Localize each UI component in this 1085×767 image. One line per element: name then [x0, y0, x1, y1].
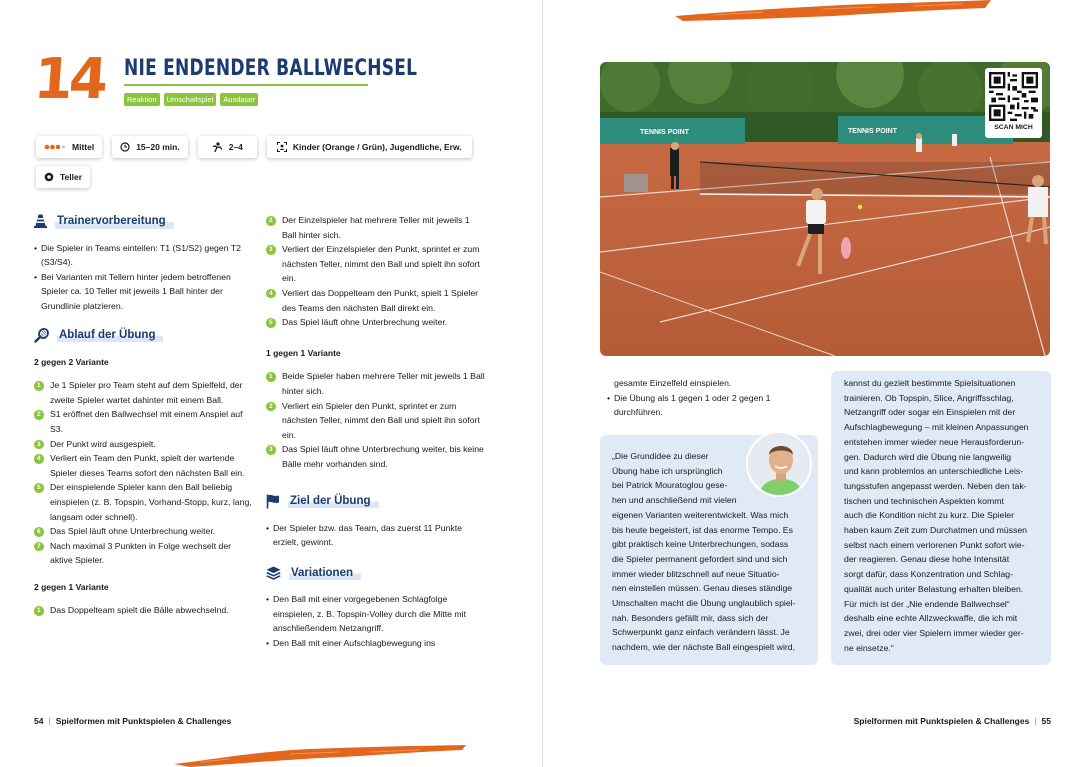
quote-line: nen einstellen müssen. Genau dieses ständige — [612, 583, 793, 594]
quote-line: bei Patrick Mouratoglou gese- — [612, 480, 728, 491]
target-group-icon — [277, 142, 287, 152]
variant-1v1-heading: 1 gegen 1 Variante — [266, 347, 341, 358]
banner-text-1: TENNIS POINT — [640, 129, 690, 136]
variant-2v2-heading: 2 gegen 2 Variante — [34, 356, 109, 367]
variant-2v1-steps-cont — [266, 213, 486, 330]
quote-line: Umschalten macht die Übung unglaublich spiel- — [612, 598, 796, 609]
list-item: • Die Spieler in Teams einteilen: T1 (S1/S2) gegen T2 (S3/S4). — [34, 241, 252, 270]
quote-line: eigenen Varianten weiterentwickelt. Was mich — [612, 509, 789, 520]
left-page — [0, 0, 542, 767]
quote-line: „Die Grundidee zu dieser — [612, 451, 709, 461]
list-item: • Die Übung als 1 gegen 1 oder 2 gegen 1 durchführen. — [607, 391, 817, 420]
list-item: 3 Verliert der Einzelspieler den Punkt, sprintet er zum nächsten Teller, nimmt den Ball und spielt ihn sofort ein. — [266, 242, 486, 286]
tag-list — [124, 93, 258, 106]
exercise-number: 14 — [31, 47, 107, 112]
quote-line: nachdem, wie der nächste Ball eingespielt wird, — [612, 642, 796, 653]
cone-icon — [34, 214, 47, 228]
list-item: 2 Der Einzelspieler hat mehrere Teller mit jeweils 1 Ball hinter sich. — [266, 213, 486, 242]
list-item: 1 Beide Spieler haben mehrere Teller mit jeweils 1 Ball hinter sich. — [266, 369, 486, 398]
list-item: 3 Der Punkt wird ausgespielt. — [34, 437, 252, 452]
coach-quote-box-2 — [831, 371, 1051, 665]
list-item: • Bei Varianten mit Tellern hinter jedem betroffenen Spieler ca. 10 Teller mit jeweils 1 Ball hinter der Grundlinie platzieren. — [34, 270, 252, 314]
variant-2v1-steps-start — [34, 603, 252, 618]
footer-right: Spielformen mit Punktspielen & Challenges | 55 — [853, 716, 1051, 726]
list-item: 2 S1 eröffnet den Ballwechsel mit einem Anspiel auf S3. — [34, 407, 252, 436]
trainer-prep-title: Trainervorbereitung — [55, 214, 174, 229]
coach-avatar — [746, 431, 812, 497]
list-item: • Der Spieler bzw. das Team, das zuerst 11 Punkte erzielt, gewinnt. — [266, 521, 486, 550]
qr-code-icon[interactable] — [989, 72, 1038, 121]
list-item: 7 Nach maximal 3 Punkten in Folge wechselt der aktive Spieler. — [34, 539, 252, 568]
quote-line: selbst nach einem verlorenen Punkt sofort wie- — [844, 539, 1025, 550]
variations-heading — [266, 566, 486, 581]
list-item: 4 Verliert das Doppelteam den Punkt, spielt 1 Spieler des Teams den nächsten Ball direkt ein. — [266, 286, 486, 315]
quote-line: Übung habe ich ursprünglich — [612, 465, 723, 476]
quote-line: hen und anschließend mit vielen — [612, 495, 737, 506]
level-label: Mittel — [72, 142, 95, 152]
trainer-prep-heading — [34, 214, 252, 229]
target-group-label: Kinder (Orange / Grün), Jugendliche, Erw. — [292, 142, 462, 152]
variation-item-split: Den Ball mit einer Aufschlagbewegung ins — [273, 638, 436, 649]
quote-line: Netzangriff oder sogar ein Einspielen mit der — [844, 407, 1016, 418]
list-item: 5 Der einspielende Spieler kann den Ball beliebig einspielen (z. B. Topspin, Vorhand-Stopp, kurz, lang, langsam oder schnell). — [34, 480, 252, 524]
exercise-title: NIE ENDENDER BALLWECHSEL — [124, 56, 418, 81]
procedure-heading — [34, 328, 252, 343]
goal-heading — [266, 494, 486, 509]
quote-line: trainieren. Ob Topspin, Slice, Angriffsschlag, — [844, 392, 1014, 403]
quote-line: bis heute begeistert, ist das enorme Tempo. Es — [612, 524, 793, 535]
right-page — [543, 0, 1085, 767]
list-item: 3 Das Spiel läuft ohne Unterbrechung weiter, bis keine Bälle mehr vorhanden sind. — [266, 442, 486, 471]
quote-line: die Spieler permanent gefordert sind und sich — [612, 553, 788, 564]
court-scene — [600, 62, 1050, 356]
info-chips-row-2 — [36, 166, 90, 188]
flag-icon — [266, 494, 280, 509]
quote-line: deshalb eine echte Allzweckwaffe, die ich mit — [844, 613, 1018, 624]
list-item: • Den Ball mit einer vorgegebenen Schlagfolge einspielen, z. B. Topspin-Volley durch die Mitte mit anschließendem Netzangriff. — [266, 592, 486, 636]
quote-line: und kann problemlos an unterschiedliche Leis- — [844, 466, 1024, 477]
banner-text-2: TENNIS POINT — [848, 128, 898, 135]
coach-quote-box-1 — [600, 435, 818, 665]
plate-icon — [44, 172, 54, 182]
procedure-title: Ablauf der Übung — [57, 328, 163, 343]
quote-line: zwei, drei oder vier Spielern immer wieder ger- — [844, 627, 1024, 638]
quote-line: sorgt dafür, dass Konzentration und Schlag- — [844, 569, 1014, 580]
left-column — [34, 210, 252, 618]
players-label: 2–4 — [228, 142, 243, 152]
title-underline — [124, 84, 368, 86]
tag: Ausdauer — [220, 93, 258, 106]
variation-item-split-end: gesamte Einzelfeld einspielen. — [614, 378, 732, 388]
quote-line: gibt praktisch keine Unterbrechungen, sodass — [612, 539, 789, 550]
page-number: 55 — [1041, 716, 1051, 726]
list-item: 5 Das Spiel läuft ohne Unterbrechung weiter. — [266, 315, 486, 330]
variations-list — [266, 592, 486, 651]
quote-line: kannst du gezielt bestimmte Spielsituationen — [844, 378, 1016, 388]
middle-column — [266, 213, 486, 651]
tennis-court-photo — [600, 62, 1050, 356]
footer-chapter: Spielformen mit Punktspielen & Challenges — [55, 716, 232, 726]
goal-list — [266, 521, 486, 550]
footer-left: 54 | Spielformen mit Punktspielen & Challenges — [34, 716, 232, 726]
quote-line: auch die Kondition nicht zu kurz. Die Spieler — [844, 510, 1014, 521]
level-dots-icon — [44, 143, 66, 151]
racket-icon — [34, 328, 49, 343]
variant-2v1-heading: 2 gegen 1 Variante — [34, 581, 109, 592]
quote-line: gen. Dadurch wird die Übung nie langweilig — [844, 451, 1012, 462]
quote-line: haben kaum Zeit zum Durchatmen und müssen — [844, 525, 1028, 536]
list-item: 4 Verliert ein Team den Punkt, spielt der wartende Spieler dieses Teams sofort den nächsten Ball ein. — [34, 451, 252, 480]
quote-line: Aufschlagbewegung – mit kleinen Anpassungen — [844, 422, 1029, 433]
clock-icon — [120, 142, 130, 152]
qr-code-box[interactable] — [985, 68, 1042, 138]
quote-line: ne einsetze.“ — [844, 642, 894, 653]
level-chip — [36, 136, 102, 158]
tag: Reaktion — [124, 93, 160, 106]
quote-line: tischen und technischen Aspekten kommt — [844, 495, 1004, 506]
quote-line: entstehen immer wieder neue Herausforderun- — [844, 436, 1025, 447]
list-item — [266, 636, 486, 651]
list-item: 1 Je 1 Spieler pro Team steht auf dem Spielfeld, der zweite Spieler wartet dahinter mit einem Ball. — [34, 378, 252, 407]
page-number: 54 — [34, 716, 44, 726]
footer-chapter: Spielformen mit Punktspielen & Challenges — [853, 716, 1030, 726]
list-item: 1 Das Doppelteam spielt die Bälle abwechselnd. — [34, 603, 252, 618]
players-icon — [212, 142, 223, 152]
variations-title: Variationen — [289, 566, 361, 581]
players-chip — [198, 136, 257, 158]
variant-2v2-steps — [34, 378, 252, 568]
target-group-chip — [267, 136, 472, 158]
tag: Umschaltspiel — [164, 93, 217, 106]
quote-line: tungsstufen angepasst werden. Neben den tak- — [844, 480, 1027, 491]
material-chip — [36, 166, 90, 188]
duration-label: 15–20 min. — [136, 142, 180, 152]
layers-icon — [266, 566, 281, 580]
qr-caption: SCAN MICH — [994, 124, 1033, 131]
quote-line: qualität auch unter Belastung erhalten bleiben. — [844, 583, 1024, 594]
variations-continued — [607, 376, 817, 420]
quote-line: Für mich ist der „Nie endende Ballwechsel“ — [844, 598, 1010, 609]
duration-chip — [112, 136, 187, 158]
brush-stroke-top — [673, 0, 993, 22]
list-item: 6 Das Spiel läuft ohne Unterbrechung weiter. — [34, 524, 252, 539]
goal-title: Ziel der Übung — [288, 494, 379, 509]
material-label: Teller — [60, 172, 83, 182]
brush-stroke-bottom — [170, 744, 470, 767]
variations-list-cont — [607, 391, 817, 420]
info-chips — [36, 136, 472, 158]
list-item: 2 Verliert ein Spieler den Punkt, sprintet er zum nächsten Teller, nimmt den Ball und spielt ihn sofort ein. — [266, 399, 486, 443]
quote-line: immer wieder blitzschnell auf neue Situatio- — [612, 568, 780, 579]
variant-1v1-steps — [266, 369, 486, 471]
quote-line: nah. Besonders gefällt mir, dass sich der — [612, 612, 769, 623]
quote-line: der reagieren. Genau diese hohe Intensität — [844, 554, 1010, 565]
quote-line: Schwerpunkt ganz einfach verändern lässt. Je — [612, 627, 790, 638]
trainer-prep-list — [34, 241, 252, 314]
